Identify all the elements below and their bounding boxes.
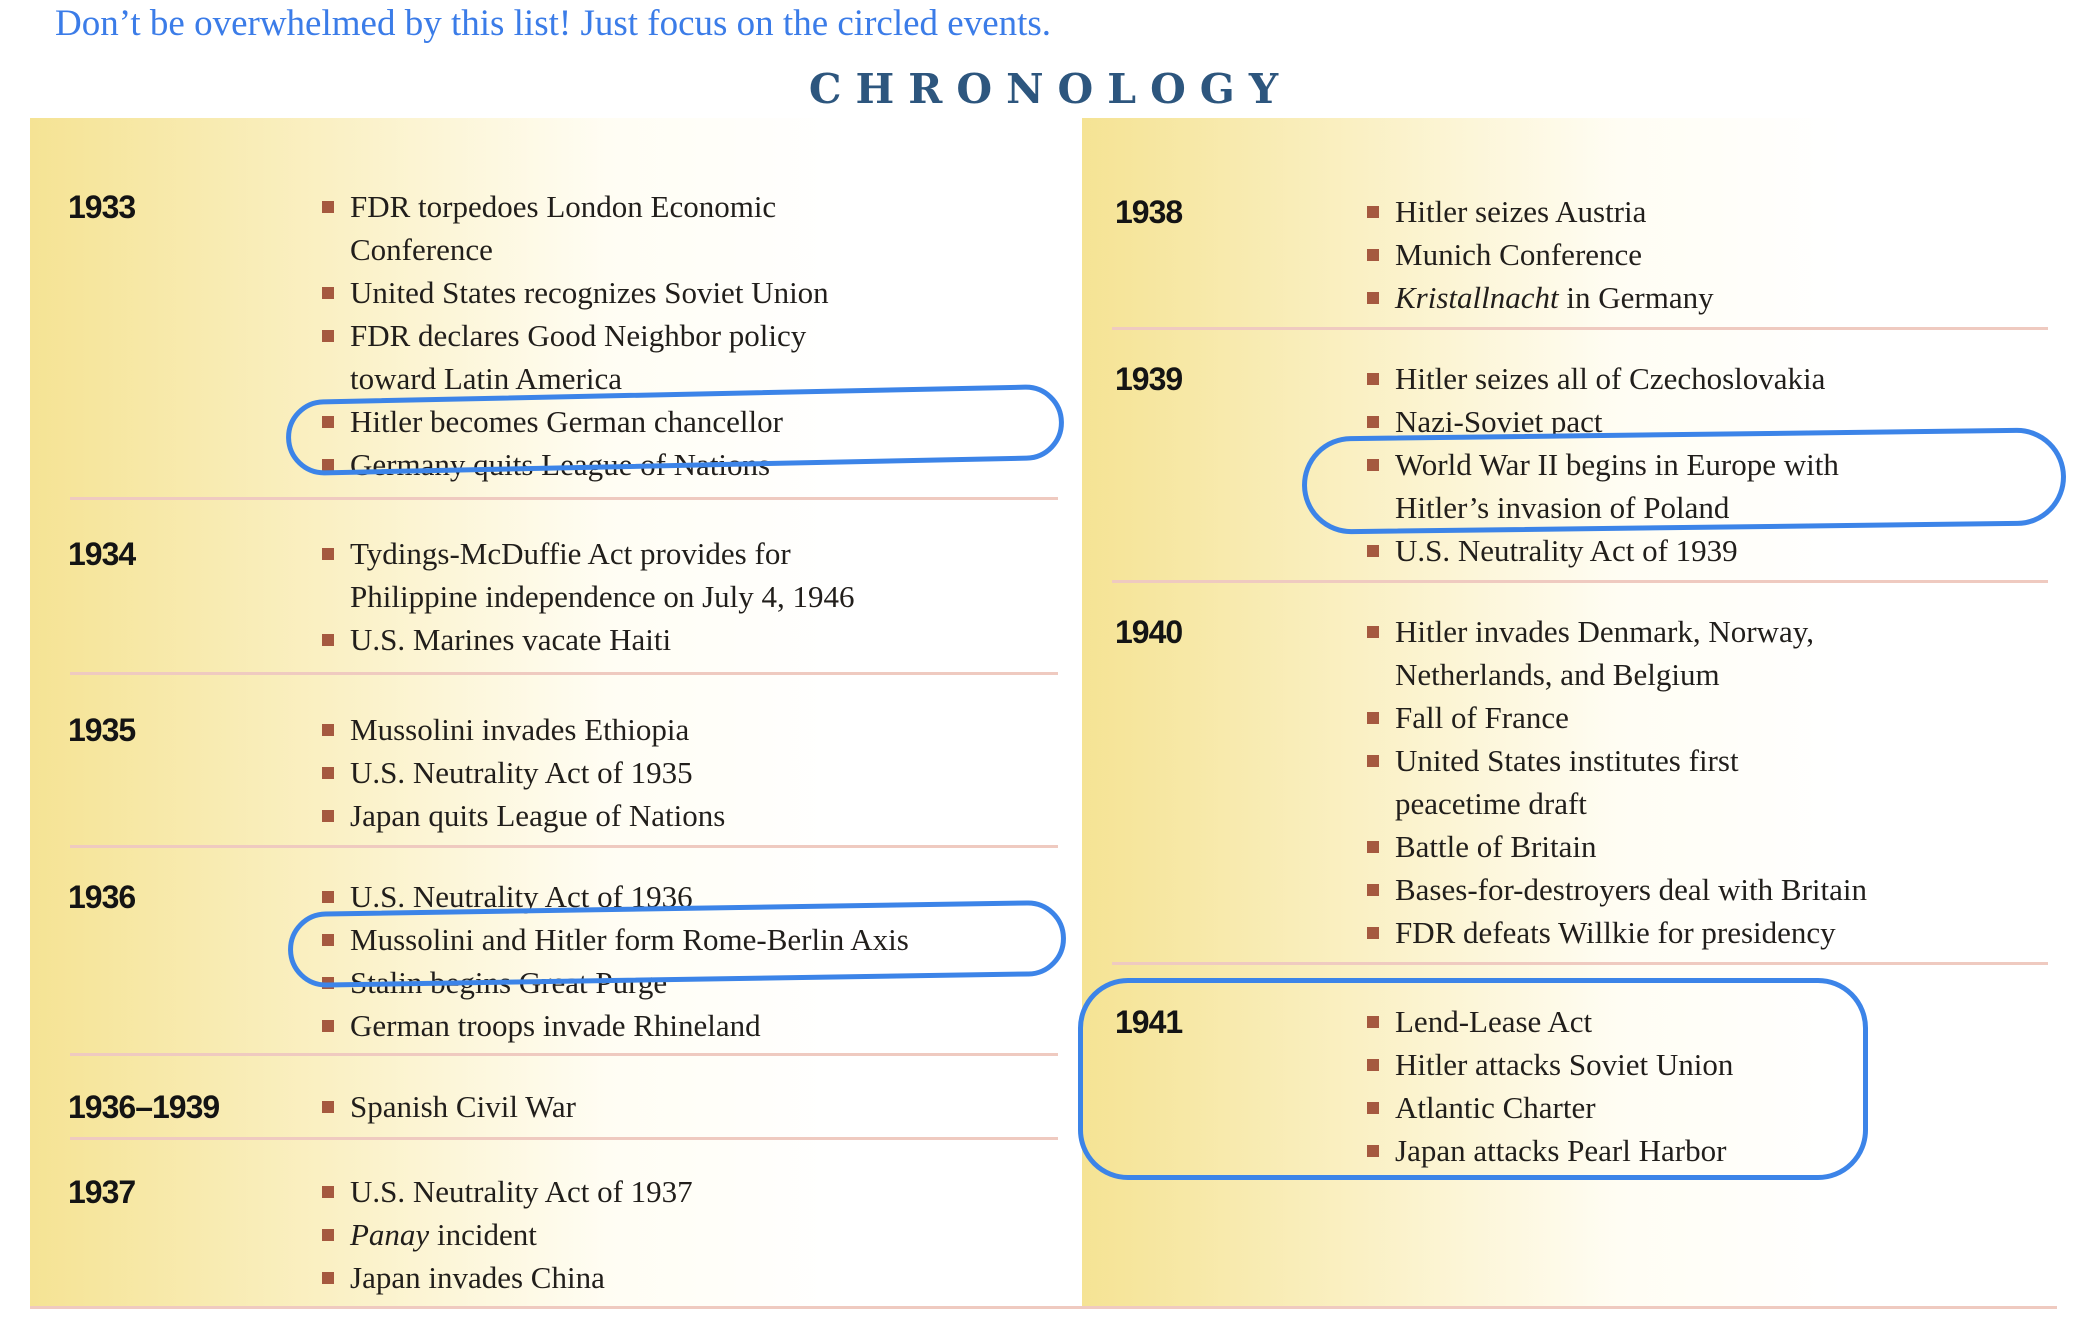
bullet-square-icon — [1367, 626, 1379, 638]
table-header-band — [30, 58, 2057, 118]
event-line: Kristallnacht in Germany — [1395, 276, 1714, 319]
event-line: Japan invades China — [350, 1256, 693, 1299]
event-line: Lend-Lease Act — [1395, 1000, 1733, 1043]
bullet-square-icon — [322, 934, 334, 946]
event-list — [350, 185, 829, 486]
bullet-square-icon — [322, 201, 334, 213]
bullet-square-icon — [1367, 249, 1379, 261]
section-divider — [70, 1137, 1058, 1140]
year-label: 1941 — [1115, 1004, 1183, 1040]
event-line: Conference — [350, 232, 493, 267]
year-label: 1934 — [68, 536, 136, 572]
event-line: FDR torpedoes London Economic — [350, 185, 829, 228]
event-line: Atlantic Charter — [1395, 1086, 1733, 1129]
event-line: U.S. Marines vacate Haiti — [350, 618, 855, 661]
bullet-square-icon — [1367, 712, 1379, 724]
event-line: FDR defeats Willkie for presidency — [1395, 911, 1867, 954]
bullet-square-icon — [322, 1229, 334, 1241]
event-line: U.S. Neutrality Act of 1937 — [350, 1170, 693, 1213]
year-label: 1938 — [1115, 194, 1183, 230]
section-divider — [70, 1053, 1058, 1056]
column-left — [30, 118, 1078, 1306]
year-label: 1939 — [1115, 361, 1183, 397]
year-label: 1936–1939 — [68, 1089, 220, 1125]
bullet-square-icon — [322, 548, 334, 560]
handwritten-note: Don’t be overwhelmed by this list! Just focus on the circled events. — [55, 3, 1052, 44]
bullet-square-icon — [322, 977, 334, 989]
event-line: Japan attacks Pearl Harbor — [1395, 1129, 1733, 1172]
bullet-square-icon — [322, 1272, 334, 1284]
event-list — [1395, 190, 1714, 319]
bullet-square-icon — [322, 1186, 334, 1198]
bullet-square-icon — [322, 634, 334, 646]
event-list — [1395, 1000, 1733, 1172]
bullet-square-icon — [322, 724, 334, 736]
event-line: U.S. Neutrality Act of 1935 — [350, 751, 725, 794]
bullet-square-icon — [322, 330, 334, 342]
event-line: U.S. Neutrality Act of 1936 — [350, 875, 909, 918]
event-line: Bases-for-destroyers deal with Britain — [1395, 868, 1867, 911]
event-line: Munich Conference — [1395, 233, 1714, 276]
event-line: Germany quits League of Nations — [350, 443, 829, 486]
year-label: 1933 — [68, 189, 136, 225]
year-label: 1935 — [68, 712, 136, 748]
event-line: peacetime draft — [1395, 786, 1587, 821]
bullet-square-icon — [1367, 459, 1379, 471]
section-divider — [70, 845, 1058, 848]
event-line: United States recognizes Soviet Union — [350, 271, 829, 314]
table-bottom-rule — [30, 1306, 2057, 1309]
bullet-square-icon — [1367, 1016, 1379, 1028]
bullet-square-icon — [1367, 927, 1379, 939]
event-line: toward Latin America — [350, 361, 623, 396]
event-line: Tydings-McDuffie Act provides for — [350, 532, 855, 575]
event-list — [350, 1085, 576, 1128]
bullet-square-icon — [1367, 1102, 1379, 1114]
event-line: Japan quits League of Nations — [350, 794, 725, 837]
bullet-square-icon — [322, 416, 334, 428]
event-line: Hitler seizes Austria — [1395, 190, 1714, 233]
table-title: CHRONOLOGY — [808, 65, 1293, 113]
section-divider — [1112, 327, 2048, 330]
event-line: FDR declares Good Neighbor policy — [350, 314, 829, 357]
event-line: U.S. Neutrality Act of 1939 — [1395, 529, 1839, 572]
bullet-square-icon — [322, 1101, 334, 1113]
year-label: 1936 — [68, 879, 136, 915]
event-list — [350, 532, 855, 661]
event-line: Netherlands, and Belgium — [1395, 657, 1720, 692]
bullet-square-icon — [1367, 1145, 1379, 1157]
bullet-square-icon — [1367, 884, 1379, 896]
bullet-square-icon — [322, 1020, 334, 1032]
year-label: 1940 — [1115, 614, 1183, 650]
event-line: Philippine independence on July 4, 1946 — [350, 579, 855, 614]
event-line: Nazi-Soviet pact — [1395, 400, 1839, 443]
section-divider — [1112, 580, 2048, 583]
event-list — [350, 1170, 693, 1299]
section-divider — [70, 672, 1058, 675]
event-line: Mussolini and Hitler form Rome-Berlin Axis — [350, 918, 909, 961]
year-label: 1937 — [68, 1174, 136, 1210]
event-line: Spanish Civil War — [350, 1085, 576, 1128]
event-line: United States institutes first — [1395, 739, 1867, 782]
event-list — [1395, 357, 1839, 572]
bullet-square-icon — [1367, 292, 1379, 304]
event-list — [1395, 610, 1867, 954]
bullet-square-icon — [1367, 373, 1379, 385]
bullet-square-icon — [322, 767, 334, 779]
event-line: Mussolini invades Ethiopia — [350, 708, 725, 751]
event-line: Battle of Britain — [1395, 825, 1867, 868]
bullet-square-icon — [322, 459, 334, 471]
event-line: German troops invade Rhineland — [350, 1004, 909, 1047]
event-line: Hitler becomes German chancellor — [350, 400, 829, 443]
section-divider — [1112, 962, 2048, 965]
bullet-square-icon — [1367, 545, 1379, 557]
bullet-square-icon — [1367, 1059, 1379, 1071]
chronology-table — [30, 58, 2057, 1310]
event-line: Fall of France — [1395, 696, 1867, 739]
event-line: World War II begins in Europe with — [1395, 443, 1839, 486]
event-line: Hitler seizes all of Czechoslovakia — [1395, 357, 1839, 400]
section-divider — [70, 497, 1058, 500]
column-right — [1082, 118, 2057, 1306]
event-line: Hitler invades Denmark, Norway, — [1395, 610, 1867, 653]
bullet-square-icon — [322, 891, 334, 903]
event-line: Stalin begins Great Purge — [350, 961, 909, 1004]
event-list — [350, 708, 725, 837]
bullet-square-icon — [1367, 755, 1379, 767]
bullet-square-icon — [1367, 416, 1379, 428]
event-list — [350, 875, 909, 1047]
event-line: Panay incident — [350, 1213, 693, 1256]
bullet-square-icon — [1367, 841, 1379, 853]
event-line: Hitler attacks Soviet Union — [1395, 1043, 1733, 1086]
bullet-square-icon — [322, 287, 334, 299]
bullet-square-icon — [322, 810, 334, 822]
event-line: Hitler’s invasion of Poland — [1395, 490, 1730, 525]
bullet-square-icon — [1367, 206, 1379, 218]
